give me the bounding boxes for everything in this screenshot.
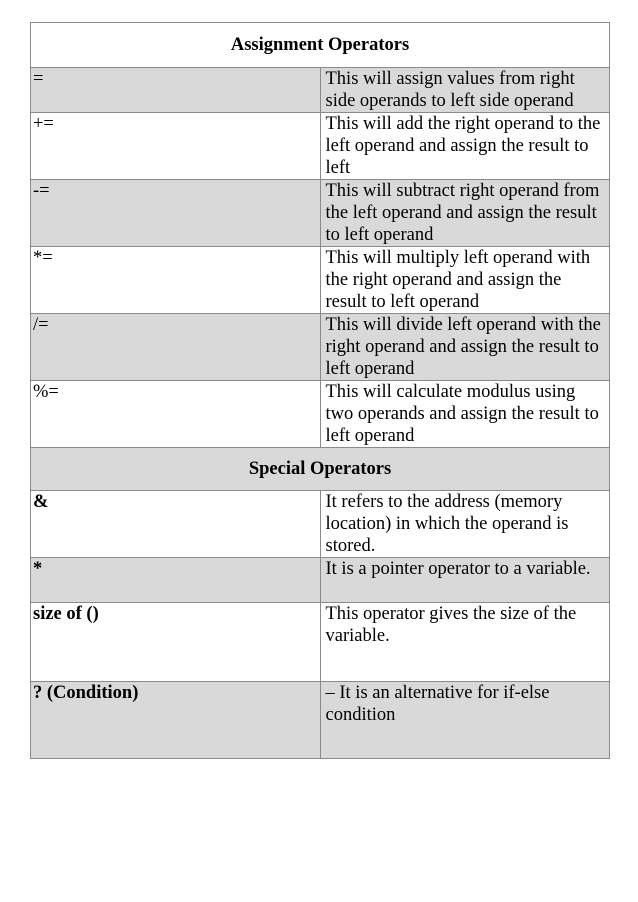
description-cell: This will calculate modulus using two operands and assign the result to left operand	[320, 381, 610, 448]
description-cell: This will multiply left operand with the right operand and assign the result to left operand	[320, 247, 610, 314]
description-cell: It refers to the address (memory location) in which the operand is stored.	[320, 491, 610, 558]
description-cell: This will divide left operand with the right operand and assign the result to left operand	[320, 314, 610, 381]
description-cell: This will assign values from right side operands to left side operand	[320, 68, 610, 113]
table-row	[31, 68, 610, 113]
operator-cell: %=	[31, 381, 321, 448]
operator-cell: *=	[31, 247, 321, 314]
operator-cell: *	[31, 558, 321, 603]
description-cell: This will add the right operand to the left operand and assign the result to left	[320, 113, 610, 180]
section-header-row	[31, 23, 610, 68]
section-header-row	[31, 448, 610, 491]
table-row	[31, 314, 610, 381]
operator-cell: -=	[31, 180, 321, 247]
operators-table	[30, 22, 610, 759]
operator-cell: size of ()	[31, 603, 321, 682]
table-row	[31, 491, 610, 558]
operator-cell: =	[31, 68, 321, 113]
table-row	[31, 603, 610, 682]
description-line: This operator gives the size of the	[325, 604, 577, 624]
table-row	[31, 381, 610, 448]
table-row	[31, 558, 610, 603]
table-row	[31, 682, 610, 759]
description-line: condition	[325, 705, 396, 725]
table-row	[31, 113, 610, 180]
description-cell: This will subtract right operand from the left operand and assign the result to left operand	[320, 180, 610, 247]
section-title-assignment: Assignment Operators	[31, 23, 610, 68]
table-row	[31, 247, 610, 314]
description-cell	[320, 682, 610, 759]
table-row	[31, 180, 610, 247]
description-cell: It is a pointer operator to a variable.	[320, 558, 610, 603]
description-line: – It is an alternative for if-else	[325, 683, 550, 703]
operator-cell: +=	[31, 113, 321, 180]
description-cell	[320, 603, 610, 682]
section-title-special: Special Operators	[31, 448, 610, 491]
operator-cell: ? (Condition)	[31, 682, 321, 759]
operator-cell: /=	[31, 314, 321, 381]
description-line: variable.	[325, 626, 390, 646]
operator-cell: &	[31, 491, 321, 558]
